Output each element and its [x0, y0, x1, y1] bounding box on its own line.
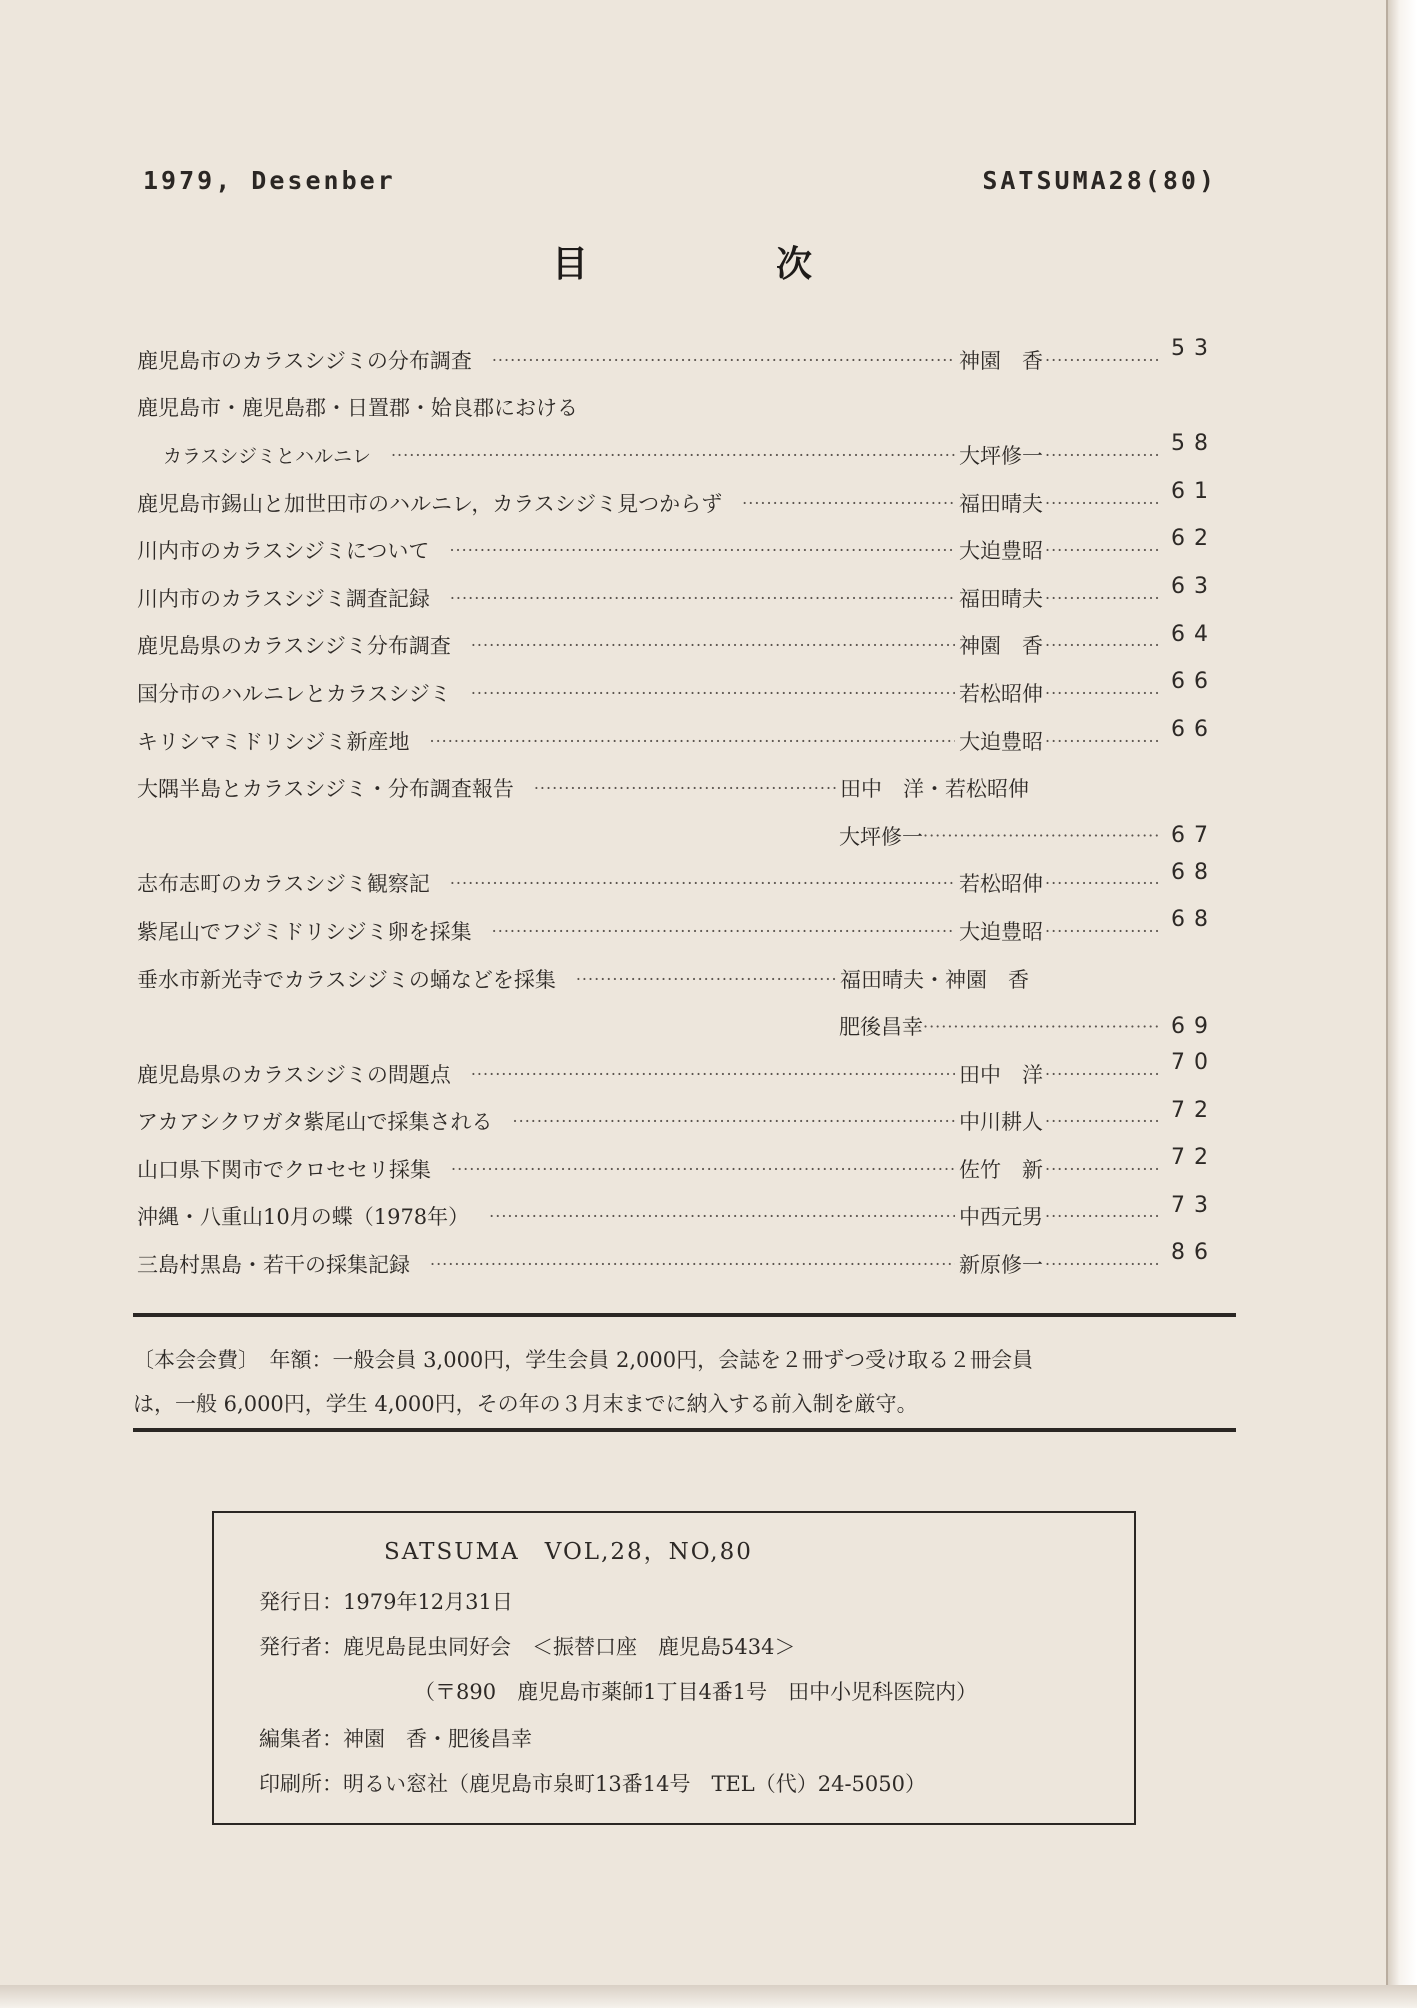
toc-entry-author: 大迫豊昭 [959, 919, 1043, 944]
toc-entry-author: 大迫豊昭 [959, 729, 1043, 754]
colophon-publisher: 発行者：鹿児島昆虫同好会 ＜振替口座 鹿児島5434＞ [259, 1635, 796, 1659]
leader-dots [576, 969, 837, 988]
toc-entry [137, 574, 1217, 622]
leader-dots [1045, 588, 1159, 607]
colophon-title: SATSUMA VOL,28，NO,80 [384, 1539, 753, 1565]
table-of-contents [137, 336, 1217, 1288]
toc-heading [552, 236, 812, 287]
toc-entry-page: 69 [1171, 1013, 1217, 1039]
toc-entry-author: 神園 香 [959, 634, 1043, 659]
toc-entry-title: 鹿児島市・鹿児島郡・日置郡・姶良郡における [137, 396, 578, 421]
divider-top [133, 1313, 1236, 1317]
toc-entry-author: 福田晴夫 [959, 586, 1043, 611]
toc-entry-author: 大坪修一 [839, 824, 923, 849]
membership-fee-notice [133, 1338, 1236, 1426]
colophon-box [212, 1511, 1136, 1825]
toc-entry-author: 大迫豊昭 [959, 539, 1043, 564]
leader-dots [1045, 493, 1159, 512]
toc-entry [137, 431, 1217, 479]
colophon-issue-date: 発行日：1979年12月31日 [259, 1590, 513, 1614]
leader-dots [449, 541, 955, 560]
toc-entry-page: 86 [1171, 1240, 1217, 1266]
toc-entry [137, 384, 1217, 432]
leader-dots [1045, 1159, 1159, 1178]
leader-dots [489, 1207, 955, 1226]
toc-entry [137, 955, 1217, 1003]
toc-entry-title: 鹿児島市のカラスシジミの分布調査 [137, 348, 472, 373]
notice-line: は，一般 6,000円，学生 4,000円，その年の３月末までに納入する前入制を厳守。 [133, 1392, 918, 1416]
toc-entry-author: 中川耕人 [959, 1110, 1043, 1135]
leader-dots [1045, 921, 1159, 940]
toc-entry-page: 58 [1171, 431, 1217, 457]
toc-entry-author: 若松昭伸 [959, 872, 1043, 897]
toc-entry-title: 垂水市新光寺でカラスシジミの蛹などを採集 [137, 967, 556, 992]
leader-dots [451, 1159, 955, 1178]
leader-dots [1045, 445, 1159, 464]
divider-bottom [133, 1428, 1236, 1432]
toc-entry [137, 1145, 1217, 1193]
leader-dots [1045, 1112, 1159, 1131]
toc-entry-page: 73 [1171, 1192, 1217, 1218]
leader-dots [513, 1112, 955, 1131]
toc-entry-title: 鹿児島県のカラスシジミの問題点 [137, 1062, 451, 1087]
colophon-printer: 印刷所：明るい窓社（鹿児島市泉町13番14号 TEL（代）24-5050） [259, 1772, 926, 1796]
leader-dots [429, 731, 955, 750]
toc-entry-title: 川内市のカラスシジミ調査記録 [137, 586, 430, 611]
toc-entry [137, 1240, 1217, 1288]
toc-entry-author: 田中 洋・若松昭伸 [840, 777, 1029, 802]
toc-entry [137, 622, 1217, 670]
toc-heading-char: 目 [552, 244, 589, 285]
toc-entry [137, 1050, 1217, 1098]
toc-entry-title: 鹿児島県のカラスシジミ分布調査 [137, 634, 451, 659]
toc-entry [137, 907, 1217, 955]
toc-entry-page: 53 [1171, 336, 1217, 361]
toc-entry [137, 336, 1217, 384]
leader-dots [1045, 636, 1159, 655]
toc-entry-page: 70 [1171, 1049, 1217, 1075]
toc-entry [137, 1002, 1217, 1050]
toc-entry [137, 669, 1217, 717]
leader-dots [492, 350, 955, 369]
toc-entry [137, 764, 1217, 812]
toc-entry-author-continuation [839, 1011, 1159, 1041]
toc-entry-title: 大隅半島とカラスシジミ・分布調査報告 [137, 777, 514, 802]
leader-dots [1045, 874, 1159, 893]
toc-entry-page: 68 [1171, 907, 1217, 933]
leader-dots [471, 636, 955, 655]
toc-entry-title: キリシマミドリシジミ新産地 [137, 729, 410, 754]
leader-dots [742, 493, 955, 512]
leader-dots [1045, 1207, 1159, 1226]
toc-entry-author: 新原修一 [959, 1253, 1043, 1278]
leader-dots [1045, 731, 1159, 750]
issue-date-header: 1979, Desenber [143, 166, 396, 195]
toc-entry-author: 大坪修一 [959, 443, 1043, 468]
toc-entry-author: 肥後昌幸 [839, 1015, 923, 1040]
toc-entry-author: 福田晴夫 [959, 491, 1043, 516]
toc-entry-author: 若松昭伸 [959, 681, 1043, 706]
toc-entry-page: 67 [1171, 823, 1217, 849]
colophon-editor: 編集者：神園 香・肥後昌幸 [259, 1727, 532, 1751]
leader-dots [1045, 350, 1159, 369]
toc-entry-title: 山口県下関市でクロセセリ採集 [137, 1157, 431, 1182]
toc-entry [137, 479, 1217, 527]
toc-entry-page: 72 [1171, 1097, 1217, 1123]
toc-entry-author: 田中 洋 [959, 1062, 1043, 1087]
toc-entry-page: 63 [1171, 573, 1217, 599]
leader-dots [1045, 541, 1159, 560]
toc-entry [137, 1193, 1217, 1241]
toc-entry [137, 1098, 1217, 1146]
toc-entry-page: 72 [1171, 1145, 1217, 1171]
toc-entry-page: 64 [1171, 621, 1217, 647]
toc-entry-author: 佐竹 新 [959, 1157, 1043, 1182]
toc-entry [137, 812, 1217, 860]
toc-entry-title: アカアシクワガタ紫尾山で採集される [137, 1110, 493, 1135]
toc-entry [137, 526, 1217, 574]
toc-entry-title: 鹿児島市錫山と加世田市のハルニレ，カラスシジミ見つからず [137, 491, 723, 516]
leader-dots [923, 1017, 1159, 1036]
toc-entry-page: 62 [1171, 526, 1217, 552]
toc-heading-char: 次 [775, 244, 812, 285]
toc-entry-page: 61 [1171, 478, 1217, 504]
toc-entry-page: 66 [1171, 716, 1217, 742]
colophon-address: （〒890 鹿児島市薬師1丁目4番1号 田中小児科医院内） [414, 1680, 978, 1704]
toc-entry [137, 717, 1217, 765]
toc-entry-title: 志布志町のカラスシジミ観察記 [137, 872, 430, 897]
page-shadow [1388, 0, 1417, 2008]
toc-entry [137, 860, 1217, 908]
leader-dots [391, 445, 955, 464]
leader-dots [492, 921, 955, 940]
leader-dots [923, 826, 1159, 845]
toc-entry-title: 国分市のハルニレとカラスシジミ [137, 681, 451, 706]
leader-dots [1045, 683, 1159, 702]
leader-dots [534, 779, 837, 798]
toc-entry-title: 川内市のカラスシジミについて [137, 539, 430, 564]
toc-entry-title: 紫尾山でフジミドリシジミ卵を採集 [137, 919, 472, 944]
leader-dots [1045, 1255, 1159, 1274]
toc-entry-page: 68 [1171, 859, 1217, 885]
toc-entry-author: 福田晴夫・神園 香 [840, 967, 1029, 992]
toc-entry-title: 三島村黒島・若干の採集記録 [137, 1253, 410, 1278]
leader-dots [471, 683, 955, 702]
journal-issue-header: SATSUMA28(80) [982, 166, 1217, 195]
toc-entry-author-continuation [839, 821, 1159, 851]
toc-entry-author: 神園 香 [959, 348, 1043, 373]
toc-entry-title: 沖縄・八重山10月の蝶（1978年） [137, 1205, 470, 1230]
toc-entry-page: 66 [1171, 669, 1217, 695]
leader-dots [450, 588, 955, 607]
leader-dots [430, 1255, 955, 1274]
bottom-edge [0, 1985, 1417, 2008]
leader-dots [471, 1064, 955, 1083]
toc-entry-title: カラスシジミとハルニレ [163, 445, 371, 468]
leader-dots [450, 874, 955, 893]
notice-line: 〔本会会費〕 年額：一般会員 3,000円，学生会員 2,000円，会誌を２冊ずつ受け取る２冊会員 [133, 1348, 1034, 1372]
leader-dots [1045, 1064, 1159, 1083]
toc-entry-author: 中西元男 [959, 1205, 1043, 1230]
